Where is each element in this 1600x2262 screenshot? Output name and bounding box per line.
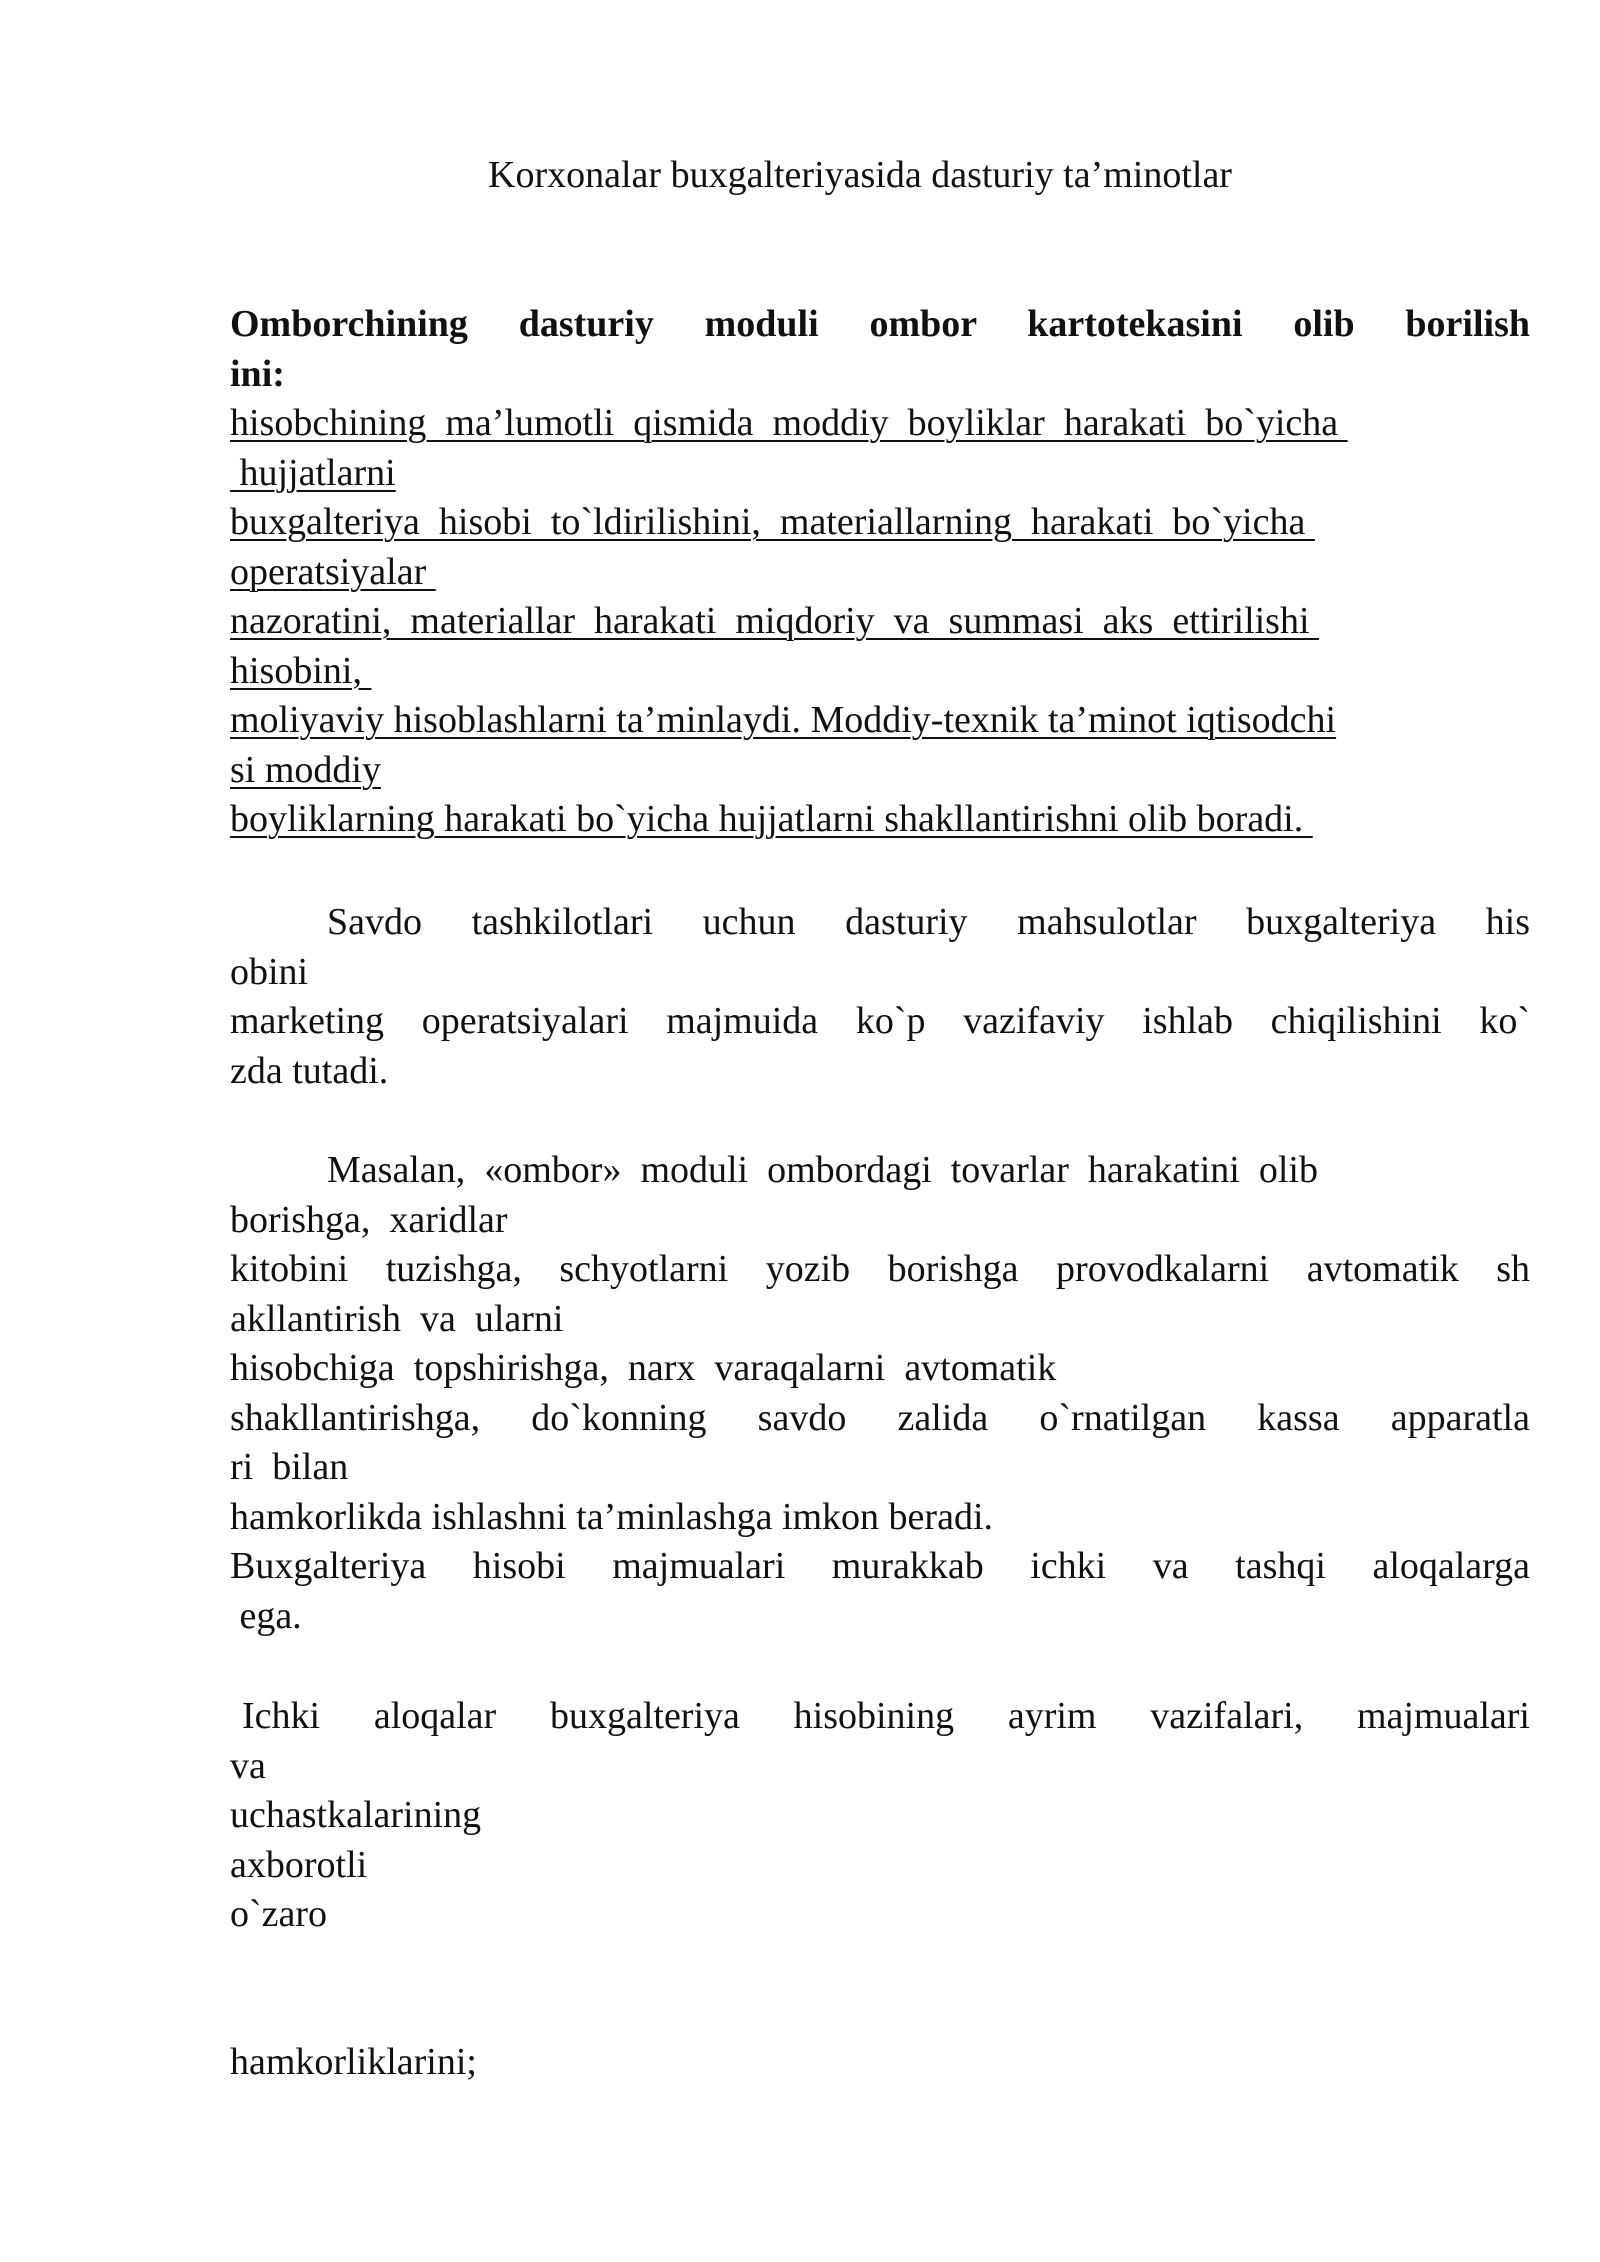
paragraph-line: kitobini tuzishga, schyotlarni yozib borishga provodkalarni avtomatik sh [230, 1248, 1530, 1290]
paragraph-line: Savdo tashkilotlari uchun dasturiy mahsulotlar buxgalteriya his [327, 901, 1530, 943]
paragraph-line: ri bilan [230, 1446, 349, 1488]
section-masalan [230, 1146, 1530, 1641]
section-savdo [230, 898, 1530, 1096]
underlined-line: hisobchining ma’lumotli qismida moddiy boyliklar harakati bo`yicha [230, 402, 1348, 444]
section-ichki-aloqalar [230, 1692, 1530, 1940]
paragraph-line: akllantirish va ularni [230, 1297, 564, 1340]
paragraph-line: Masalan, «ombor» moduli ombordagi tovarlar harakatini olib [327, 1149, 1328, 1191]
underlined-line: hisobini, [230, 649, 372, 692]
paragraph-line: Ichki aloqalar buxgalteriya hisobining ayrim vazifalari, majmualari [242, 1695, 1530, 1737]
section-ichki-aloqalar-end [230, 2038, 1530, 2088]
underlined-line: buxgalteriya hisobi to`ldirilishini, materiallarning harakati bo`yicha [230, 501, 1315, 543]
paragraph-line: axborotli [230, 1843, 368, 1886]
underlined-line: boyliklarning harakati bo`yicha hujjatlarni shakllantirishni olib boradi. [230, 798, 1313, 840]
underlined-line: hujjatlarni [230, 451, 396, 494]
underlined-line: si moddiy [230, 748, 381, 791]
section-heading-line: Omborchining dasturiy moduli ombor kartotekasini olib borilish [230, 303, 1530, 345]
underlined-line: moliyaviy hisoblashlarni ta’minlaydi. Moddiy-texnik ta’minot iqtisodchi [230, 699, 1337, 741]
underlined-line: nazoratini, materiallar harakati miqdoriy va summasi aks ettirilishi [230, 600, 1320, 642]
underlined-line: operatsiyalar [230, 550, 436, 593]
paragraph-line: o`zaro [230, 1893, 328, 1935]
paragraph-line: obini [230, 950, 309, 993]
paragraph-line: marketing operatsiyalari majmuida ko`p vazifaviy ishlab chiqilishini ko` [230, 1000, 1530, 1042]
section-heading-line: ini: [230, 352, 285, 395]
paragraph-line: shakllantirishga, do`konning savdo zalida o`rnatilgan kassa apparatla [230, 1396, 1530, 1439]
paragraph-line: va [230, 1744, 266, 1787]
section-omborchi [230, 300, 1530, 845]
paragraph-line: ega. [230, 1594, 302, 1637]
paragraph-line: hisobchiga topshirishga, narx varaqalarni avtomatik [230, 1347, 1057, 1389]
paragraph-line: hamkorlikda ishlashni ta’minlashga imkon beradi. [230, 1495, 994, 1538]
document-title: Korxonalar buxgalteriyasida dasturiy ta’minotlar [488, 154, 1232, 196]
paragraph-line: Buxgalteriya hisobi majmualari murakkab ichki va tashqi aloqalarga [230, 1545, 1530, 1587]
paragraph-line: uchastkalarining [230, 1794, 482, 1836]
paragraph-line: zda tutadi. [230, 1049, 389, 1092]
paragraph-line: hamkorliklarini; [230, 2041, 477, 2083]
paragraph-line: borishga, xaridlar [230, 1198, 508, 1241]
